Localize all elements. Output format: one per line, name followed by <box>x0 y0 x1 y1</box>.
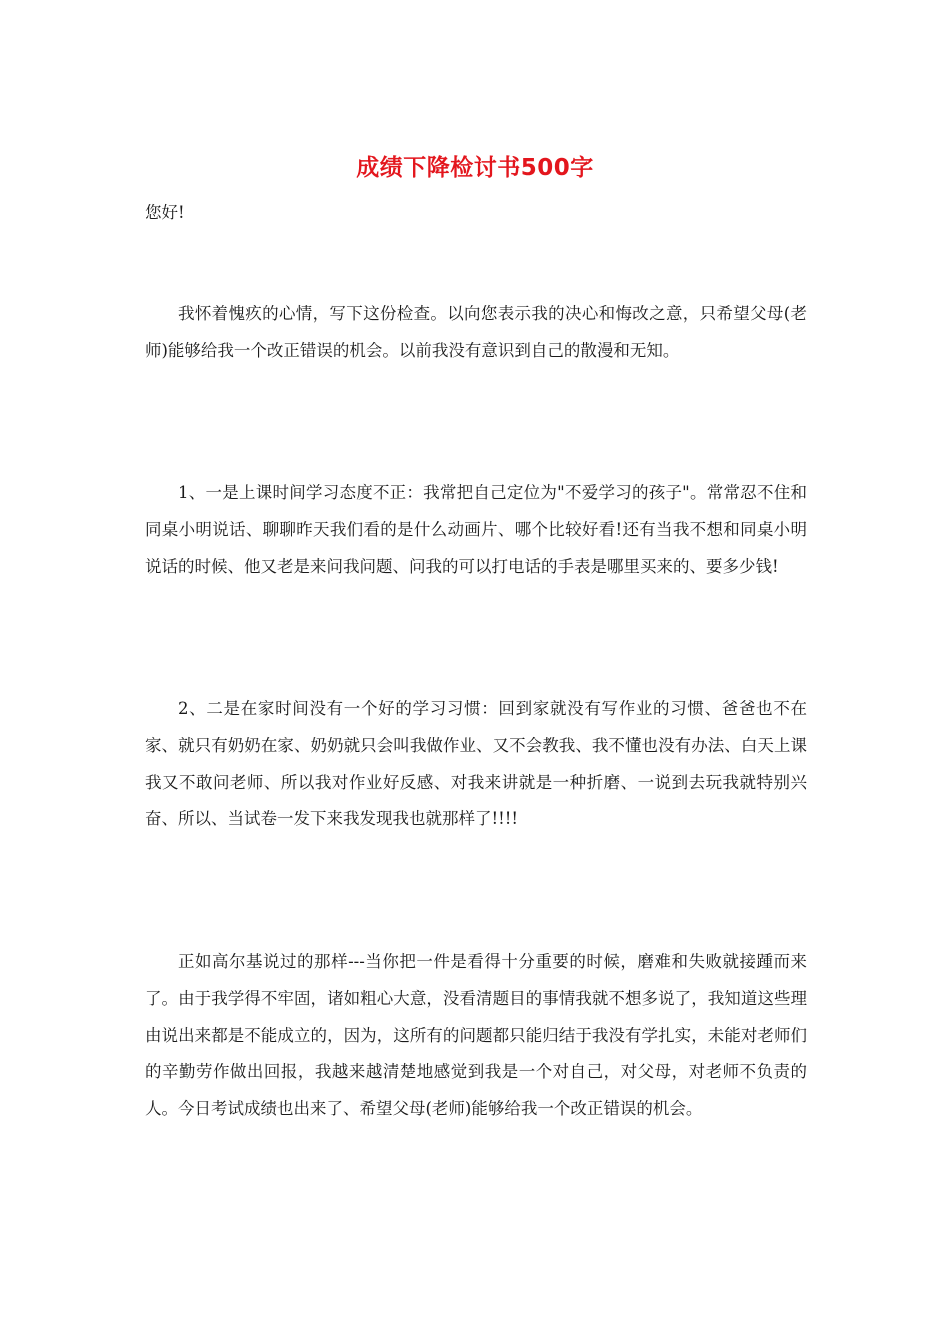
paragraph-conclusion: 正如高尔基说过的那样---当你把一件是看得十分重要的时候，磨难和失败就接踵而来了。由于我学得不牢固，诸如粗心大意，没看清题目的事情我就不想多说了，我知道这些理由说出来都是不能成立的，因为，这所有的问题都只能归结于我没有学扎实，未能对老师们的辛勤劳作做出回报，我越来越清楚地感觉到我是一个对自己，对父母，对老师不负责的人。今日考试成绩也出来了、希望父母(老师)能够给我一个改正错误的机会。 <box>145 952 807 1119</box>
paragraph-intro: 我怀着愧疚的心情，写下这份检查。以向您表示我的决心和悔改之意，只希望父母(老师)能够给我一个改正错误的机会。以前我没有意识到自己的散漫和无知。 <box>145 304 807 360</box>
paragraph-point-2: 2、二是在家时间没有一个好的学习习惯：回到家就没有写作业的习惯、爸爸也不在家、就只有奶奶在家、奶奶就只会叫我做作业、又不会教我、我不懂也没有办法、白天上课我又不敢问老师、所以我对作业好反感、对我来讲就是一种折磨、一说到去玩我就特别兴奋、所以、当试卷一发下来我发现我也就那样了!!!! <box>145 699 807 829</box>
paragraph-point-1: 1、一是上课时间学习态度不正：我常把自己定位为"不爱学习的孩子"。常常忍不住和同桌小明说话、聊聊昨天我们看的是什么动画片、哪个比较好看!还有当我不想和同桌小明说话的时候、他又老是来问我问题、问我的可以打电话的手表是哪里买来的、要多少钱! <box>145 483 807 576</box>
greeting-line: 您好! <box>145 203 185 222</box>
document-title: 成绩下降检讨书500字 <box>356 155 594 181</box>
